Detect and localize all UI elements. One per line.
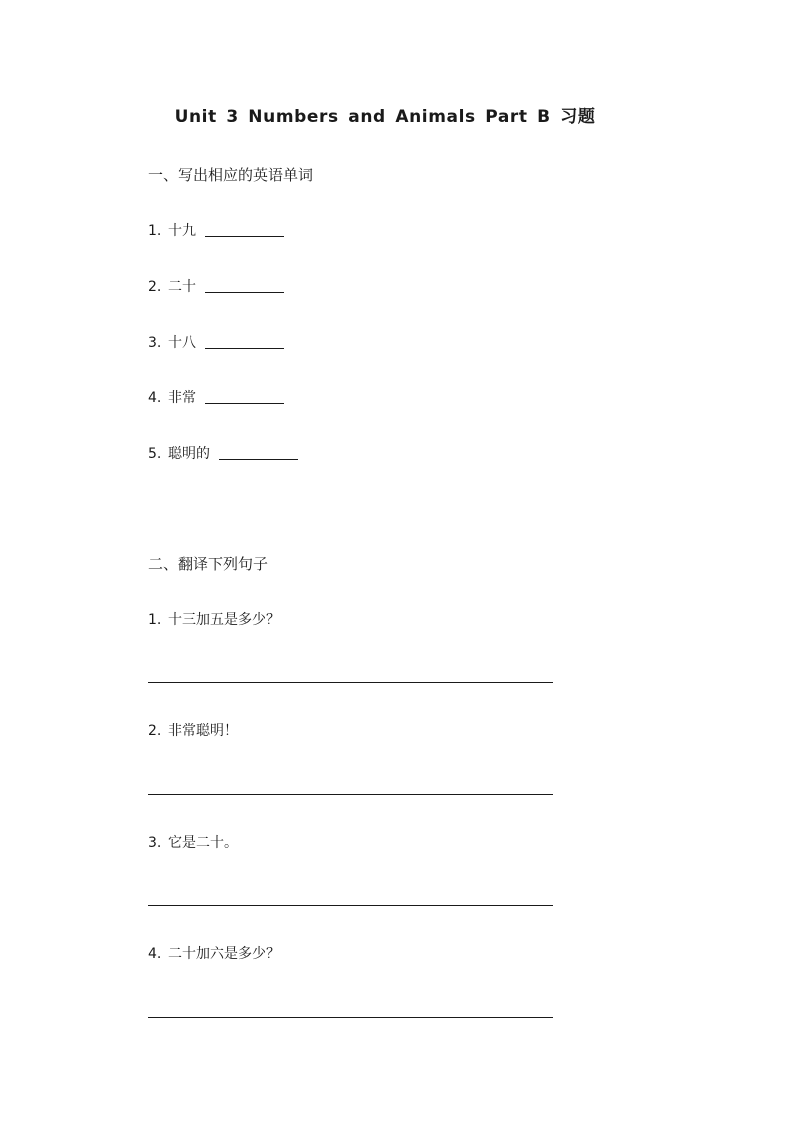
section-2-heading: 二、翻译下列句子 [148, 555, 269, 573]
item-number: 4. [148, 390, 162, 406]
item-number: 1. [148, 223, 162, 239]
item-text: 十八 [168, 335, 196, 351]
answer-blank[interactable] [205, 278, 284, 293]
vocab-item-4 [148, 387, 284, 409]
answer-blank[interactable] [205, 334, 284, 349]
translation-item-2 [148, 720, 238, 742]
item-text: 它是二十。 [168, 835, 238, 851]
item-number: 1. [148, 612, 162, 628]
answer-line[interactable] [148, 905, 553, 906]
translation-item-4 [148, 943, 280, 965]
vocab-item-3 [148, 332, 284, 354]
item-text: 非常 [168, 390, 196, 406]
item-number: 5. [148, 446, 162, 462]
answer-blank[interactable] [205, 389, 284, 404]
item-text: 非常聪明！ [168, 723, 238, 739]
item-text: 聪明的 [168, 446, 210, 462]
vocab-item-2 [148, 276, 284, 298]
item-text: 二十 [168, 279, 196, 295]
item-number: 4. [148, 946, 162, 962]
answer-line[interactable] [148, 1017, 553, 1018]
item-number: 3. [148, 835, 162, 851]
item-number: 2. [148, 279, 162, 295]
item-text: 二十加六是多少？ [168, 946, 280, 962]
answer-blank[interactable] [219, 445, 298, 460]
item-text: 十九 [168, 223, 196, 239]
answer-line[interactable] [148, 794, 553, 795]
translation-item-1 [148, 609, 280, 631]
item-number: 3. [148, 335, 162, 351]
section-1-heading: 一、写出相应的英语单词 [148, 166, 314, 184]
item-text: 十三加五是多少？ [168, 612, 280, 628]
answer-line[interactable] [148, 682, 553, 683]
answer-blank[interactable] [205, 222, 284, 237]
vocab-item-5 [148, 443, 298, 465]
translation-item-3 [148, 832, 238, 854]
vocab-item-1 [148, 220, 284, 242]
document-title: Unit 3 Numbers and Animals Part B 习题 [174, 107, 596, 127]
item-number: 2. [148, 723, 162, 739]
